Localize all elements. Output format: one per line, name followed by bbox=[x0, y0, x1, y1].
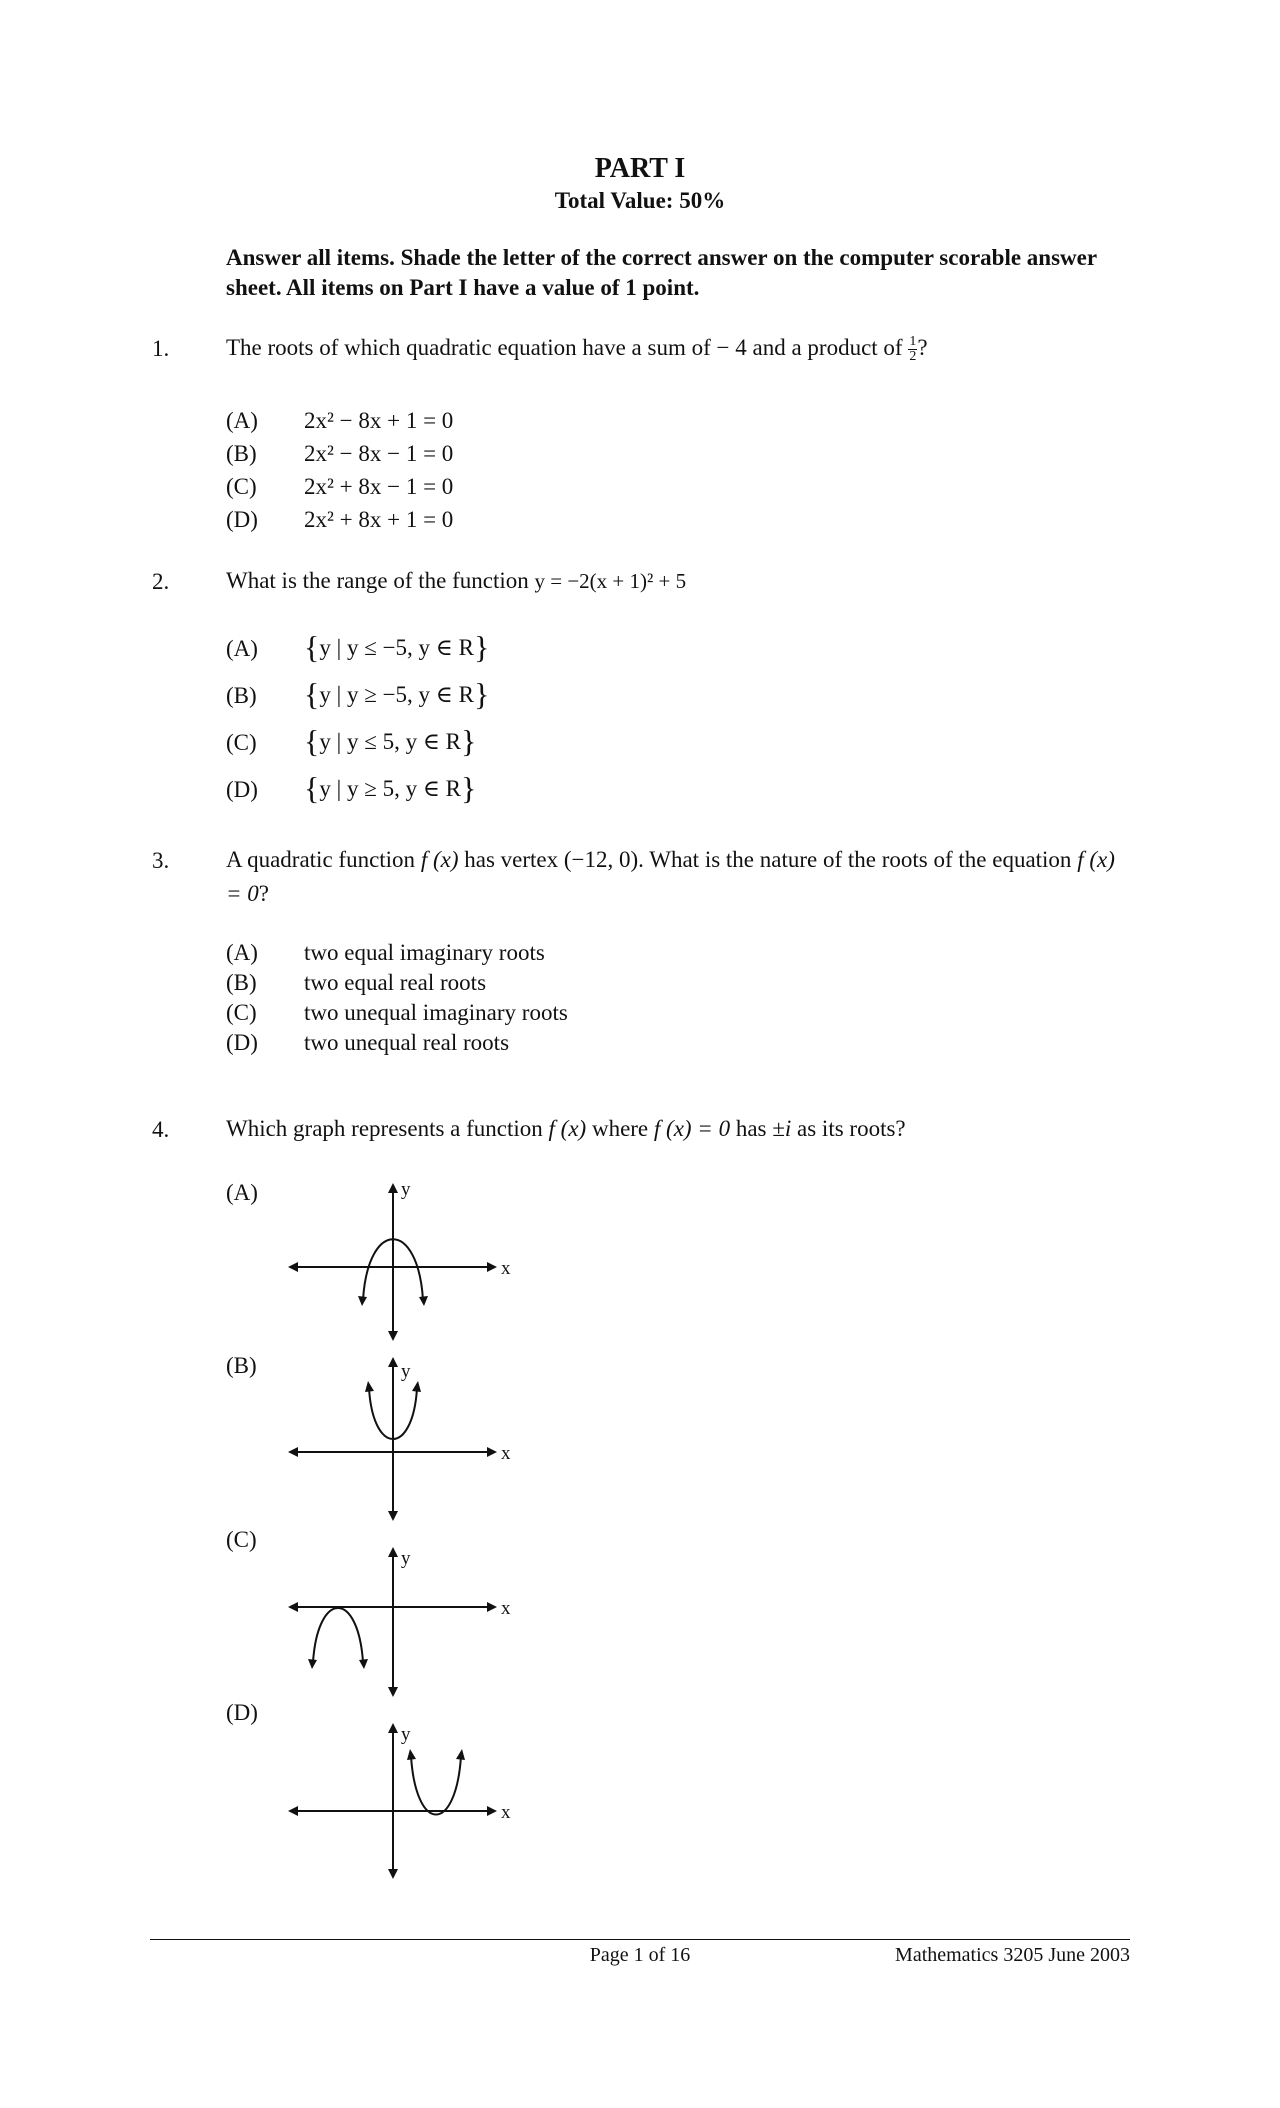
question-4-number: 4. bbox=[152, 1117, 170, 1142]
q4-option-d-letter: (D) bbox=[226, 1700, 258, 1725]
q1-product-fraction bbox=[908, 335, 917, 364]
graph-b-x-label: x bbox=[501, 1443, 511, 1464]
q4-option-c-letter: (C) bbox=[226, 1527, 257, 1552]
q3-option-a-text: two equal imaginary roots bbox=[304, 940, 545, 965]
q2-option-b-set: y | y ≥ −5, y ∈ R bbox=[319, 682, 474, 707]
q1-option-c-letter: (C) bbox=[226, 474, 257, 499]
q2-option-b-text bbox=[304, 676, 489, 713]
question-2-number: 2. bbox=[152, 569, 170, 594]
q3-option-a-letter: (A) bbox=[226, 940, 258, 965]
total-value: Total Value: 50% bbox=[554, 188, 726, 213]
q1-text-middle: and a product of bbox=[752, 335, 903, 360]
question-3-text bbox=[226, 843, 1126, 911]
q4-roots: ±i bbox=[772, 1116, 792, 1141]
q2-option-a-set: y | y ≤ −5, y ∈ R bbox=[319, 635, 474, 660]
q2-option-b-letter: (B) bbox=[226, 683, 257, 708]
part-title: PART I bbox=[594, 153, 686, 184]
q1-option-a-text: 2x² − 8x + 1 = 0 bbox=[304, 408, 454, 433]
q2-option-d-left-brace: { bbox=[304, 770, 320, 806]
q2-text: What is the range of the function bbox=[226, 568, 529, 593]
q3-function: f (x) bbox=[420, 847, 459, 872]
q1-text-after: ? bbox=[917, 335, 928, 360]
footer-page-number: Page 1 of 16 bbox=[589, 1944, 691, 1966]
q3-option-d-letter: (D) bbox=[226, 1030, 258, 1055]
question-1-text bbox=[226, 331, 1126, 365]
q4-text-after: as its roots? bbox=[797, 1116, 906, 1141]
q1-option-d-letter: (D) bbox=[226, 507, 258, 532]
q2-option-a-right-brace: } bbox=[473, 629, 490, 665]
q2-option-c-set: y | y ≤ 5, y ∈ R bbox=[319, 729, 461, 754]
q4-text-before: Which graph represents a function bbox=[226, 1116, 543, 1141]
q2-option-b-right-brace: } bbox=[473, 676, 490, 712]
q4-equation: f (x) = 0 bbox=[653, 1116, 731, 1141]
q3-text-end: ? bbox=[258, 881, 269, 906]
q2-option-b-left-brace: { bbox=[304, 676, 320, 712]
q4-option-a-letter: (A) bbox=[226, 1180, 258, 1205]
q2-option-a-left-brace: { bbox=[304, 629, 320, 665]
q2-option-c-left-brace: { bbox=[304, 723, 320, 759]
q3-option-c-text: two unequal imaginary roots bbox=[304, 1000, 568, 1025]
q3-vertex: (−12, 0) bbox=[563, 847, 639, 872]
q3-option-b-text: two equal real roots bbox=[304, 970, 487, 995]
q2-function: y = −2(x + 1)² + 5 bbox=[534, 569, 687, 593]
graph-c-x-label: x bbox=[501, 1598, 511, 1619]
q2-option-d-text bbox=[304, 770, 476, 807]
q3-text-middle: has vertex bbox=[464, 847, 559, 872]
instructions: Answer all items. Shade the letter of the correct answer on the computer scorable answer sheet. All items on Part I have a value of 1 point. bbox=[226, 245, 1097, 300]
question-4-text bbox=[226, 1112, 1126, 1146]
q2-option-a-text bbox=[304, 629, 489, 666]
q3-equation: f (x) = 0 bbox=[226, 847, 1115, 906]
question-1-number: 1. bbox=[152, 336, 170, 361]
q1-option-a-letter: (A) bbox=[226, 408, 258, 433]
q2-option-c-letter: (C) bbox=[226, 730, 257, 755]
q4-option-b-graph bbox=[285, 1352, 525, 1522]
graph-d-y-label: y bbox=[401, 1724, 411, 1745]
q2-option-a-letter: (A) bbox=[226, 636, 258, 661]
q3-text-before: A quadratic function bbox=[226, 847, 416, 872]
q2-option-c-text bbox=[304, 723, 476, 760]
graph-a-y-label: y bbox=[401, 1179, 411, 1200]
q1-text-before: The roots of which quadratic equation have a sum of bbox=[226, 335, 711, 360]
graph-a-x-label: x bbox=[501, 1258, 511, 1279]
question-3-number: 3. bbox=[152, 848, 170, 873]
q1-sum-value: − 4 bbox=[716, 335, 747, 360]
question-2-text bbox=[226, 564, 1126, 598]
q4-function: f (x) bbox=[548, 1116, 587, 1141]
q3-option-d-text: two unequal real roots bbox=[304, 1030, 510, 1055]
footer-exam-title: Mathematics 3205 June 2003 bbox=[895, 1944, 1130, 1966]
q4-text-has: has bbox=[735, 1116, 767, 1141]
q1-option-d-text: 2x² + 8x + 1 = 0 bbox=[304, 507, 454, 532]
q2-option-d-letter: (D) bbox=[226, 777, 258, 802]
q3-option-c-letter: (C) bbox=[226, 1000, 257, 1025]
q3-text-after: . What is the nature of the roots of the equation bbox=[638, 847, 1072, 872]
q4-option-d-graph bbox=[285, 1718, 525, 1888]
q2-option-d-right-brace: } bbox=[460, 770, 477, 806]
q4-option-c-graph bbox=[285, 1542, 525, 1712]
q1-option-c-text: 2x² + 8x − 1 = 0 bbox=[304, 474, 454, 499]
q1-option-b-letter: (B) bbox=[226, 441, 257, 466]
footer-rule bbox=[150, 1939, 1130, 1940]
q1-option-b-text: 2x² − 8x − 1 = 0 bbox=[304, 441, 454, 466]
q4-option-b-letter: (B) bbox=[226, 1353, 257, 1378]
q4-option-a-graph bbox=[285, 1172, 525, 1342]
graph-d-x-label: x bbox=[501, 1802, 511, 1823]
q2-option-d-set: y | y ≥ 5, y ∈ R bbox=[319, 776, 461, 801]
q3-option-b-letter: (B) bbox=[226, 970, 257, 995]
q2-option-c-right-brace: } bbox=[460, 723, 477, 759]
q4-text-middle: where bbox=[591, 1116, 649, 1141]
q1-fraction-denominator: 2 bbox=[909, 349, 917, 365]
graph-b-y-label: y bbox=[401, 1361, 411, 1382]
q1-fraction-numerator: 1 bbox=[909, 334, 917, 350]
graph-c-y-label: y bbox=[401, 1548, 411, 1569]
